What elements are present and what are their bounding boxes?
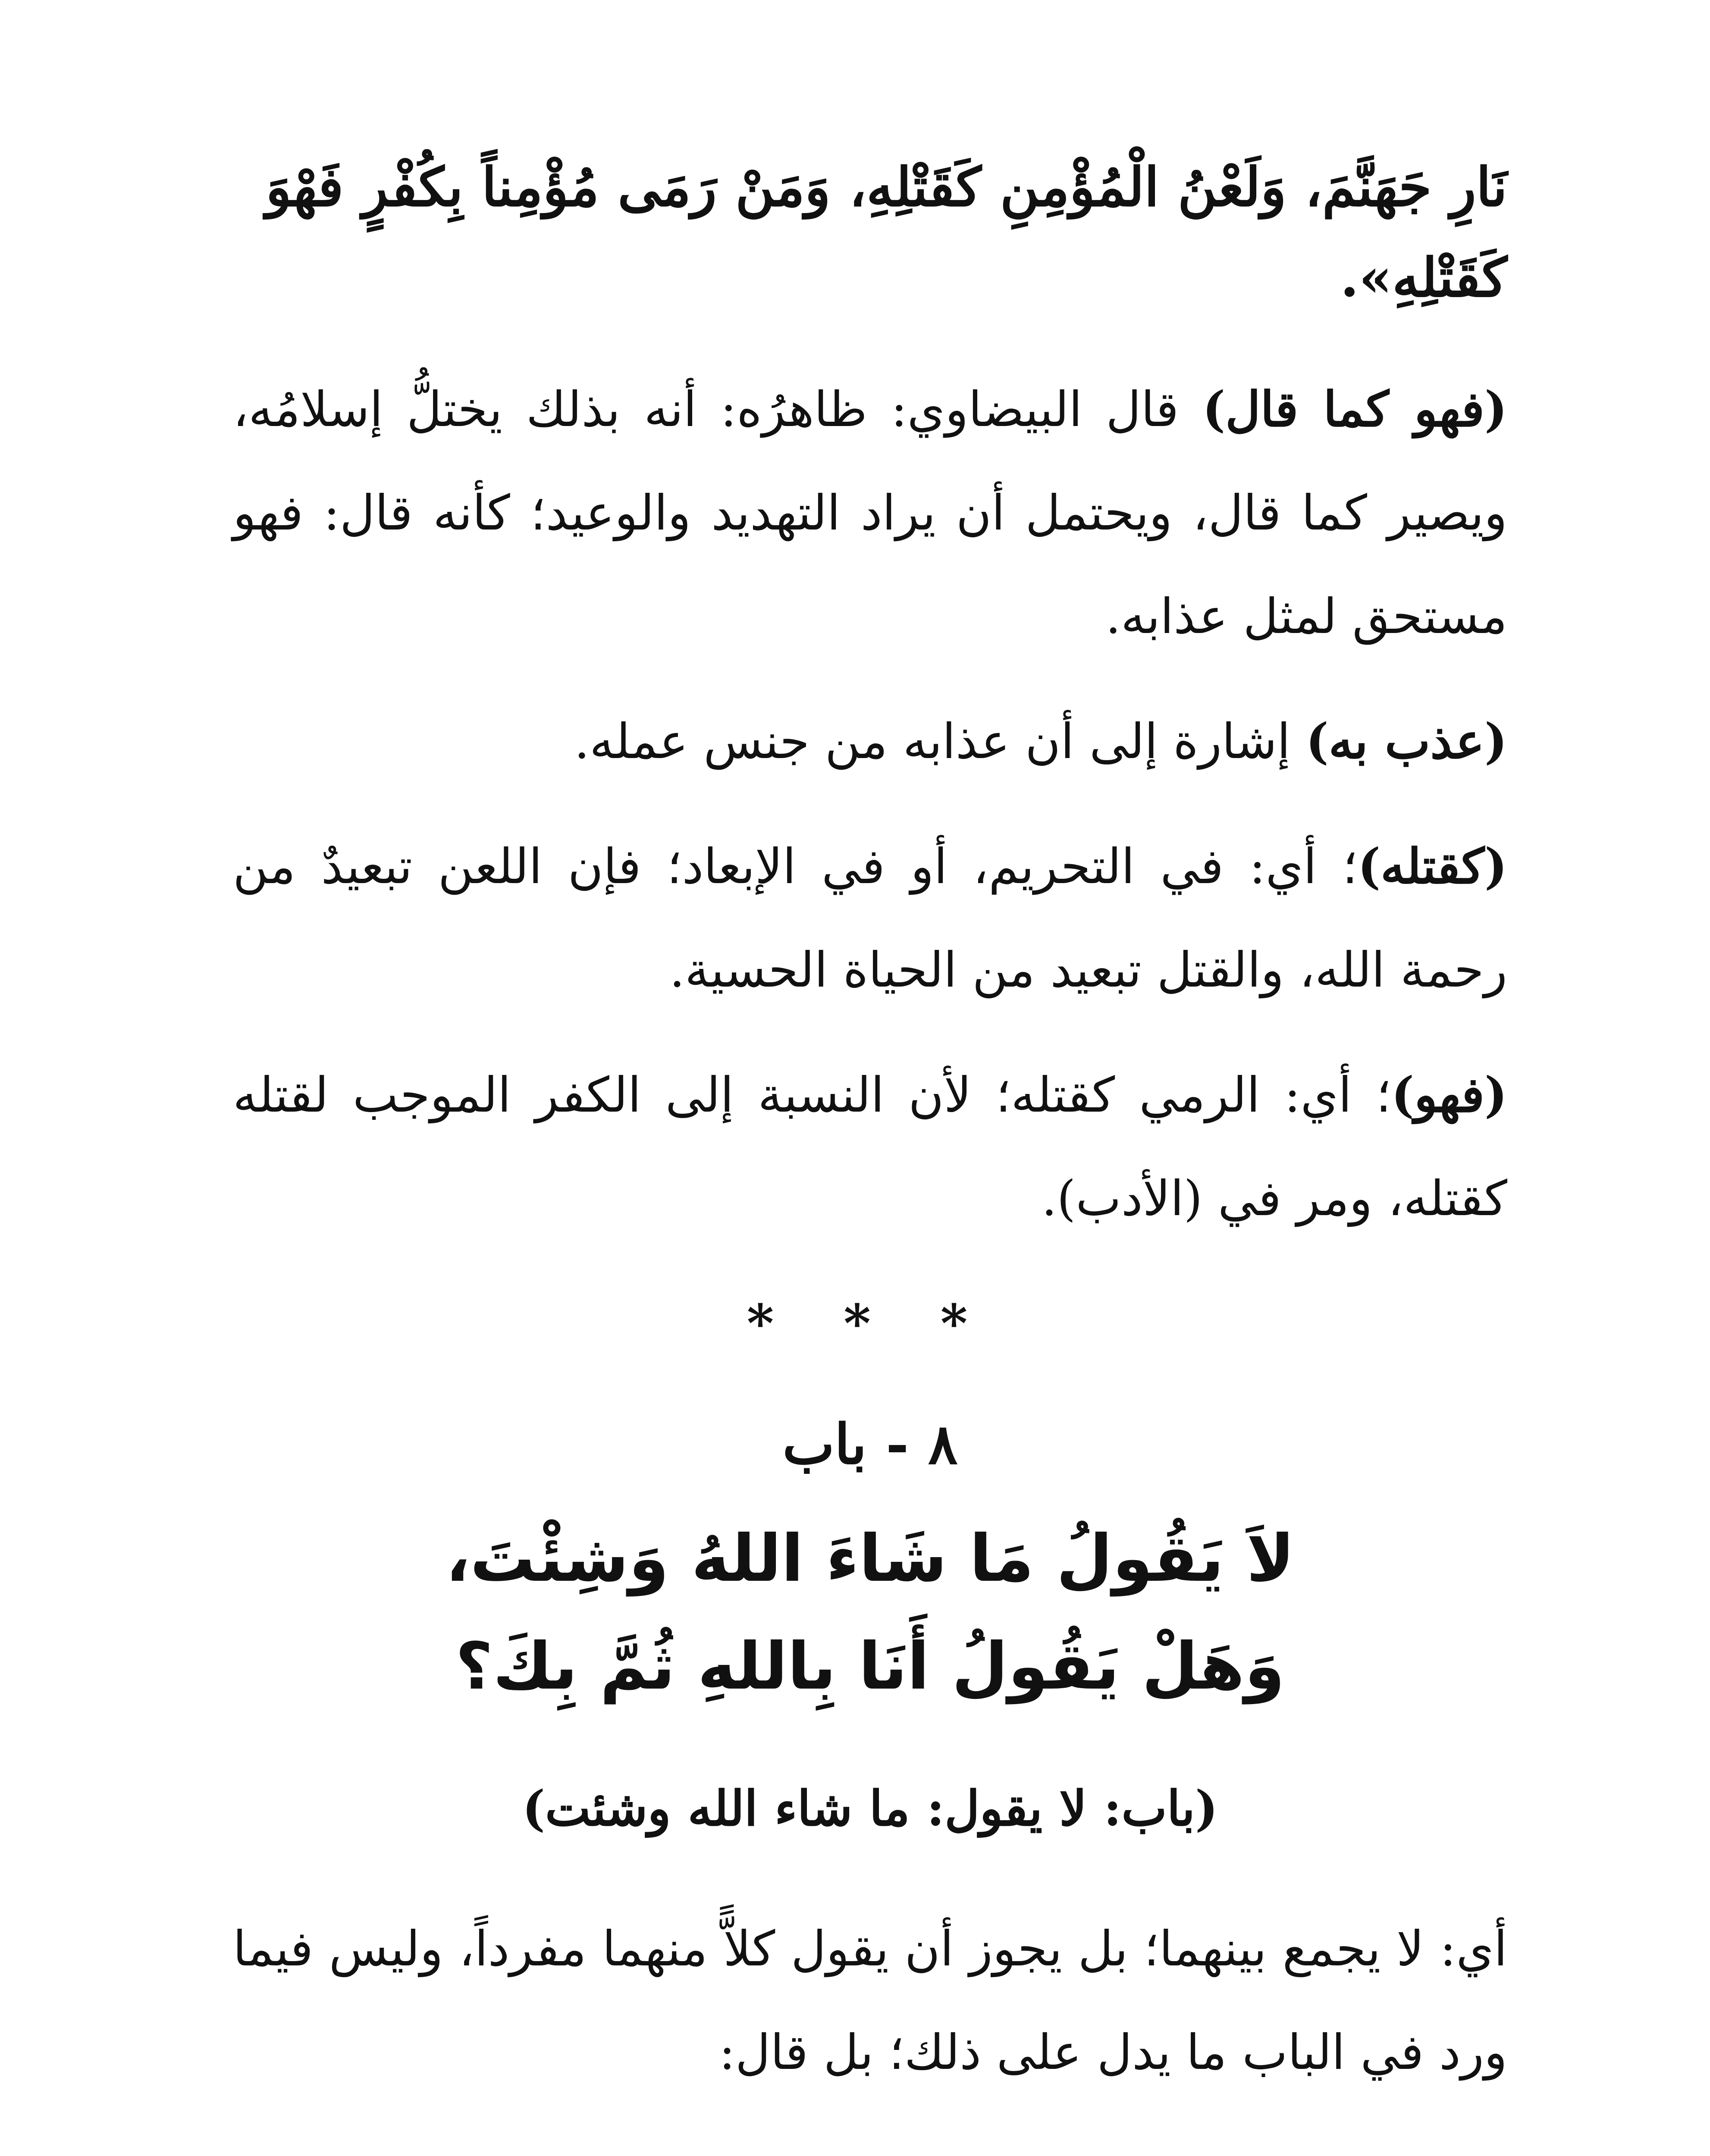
- chapter-sub-heading: (باب: لا يقول: ما شاء الله وشئت): [522, 1780, 1218, 1837]
- commentary-text-4: ؛ أي: الرمي كقتله؛ لأن النسبة إلى الكفر الموجب لقتله كقتله، ومر في (الأدب).: [233, 1067, 1507, 1227]
- commentary-lead-2: (عذب به): [1305, 713, 1507, 770]
- commentary-lead-1: (فهو كما قال): [1202, 381, 1507, 438]
- commentary-lead-3: (كقتله): [1358, 838, 1508, 895]
- commentary-text-1: قال البيضاوي: ظاهرُه: أنه بذلك يختلُّ إسلامُه، ويصير كما قال، ويحتمل أن يراد التهديد والوعيد؛ كأنه قال: فهو مستحق لمثل عذابه.: [233, 382, 1507, 645]
- chapter-number: ٨ - باب: [782, 1412, 958, 1477]
- chapter-title-line-1: لاَ يَقُولُ مَا شَاءَ اللهُ وَشِئْتَ،: [446, 1521, 1295, 1596]
- commentary-paragraph-3: [233, 815, 1507, 1022]
- commentary-paragraph-1: [233, 358, 1507, 668]
- chapter-title: [233, 1505, 1507, 1720]
- commentary-text-2: إشارة إلى أن عذابه من جنس عمله.: [574, 714, 1306, 770]
- commentary-lead-4: (فهو): [1391, 1067, 1507, 1123]
- top-hadith-text: نَارِ جَهَنَّمَ، وَلَعْنُ الْمُؤْمِنِ كَقَتْلِهِ، وَمَنْ رَمَى مُؤْمِناً بِكُفْرٍ فَهْوَ كَقَتْلِهِ».: [266, 156, 1507, 309]
- page-body: [233, 142, 1507, 2156]
- section-separator: * * *: [747, 1293, 994, 1354]
- explanation-paragraph: أي: لا يجمع بينهما؛ بل يجوز أن يقول كلاًّ منهما مفرداً، وليس فيما ورد في الباب ما يدل على ذلك؛ بل قال:: [233, 1921, 1508, 2081]
- commentary-paragraph-2: [233, 690, 1507, 793]
- commentary-paragraph-4: [233, 1044, 1507, 1250]
- chapter-title-line-2: وَهَلْ يَقُولُ أَنَا بِاللهِ ثُمَّ بِكَ؟: [455, 1629, 1285, 1704]
- commentary-text-3: ؛ أي: في التحريم، أو في الإبعاد؛ فإن اللعن تبعيدٌ من رحمة الله، والقتل تبعيد من الحياة الحسية.: [233, 839, 1507, 998]
